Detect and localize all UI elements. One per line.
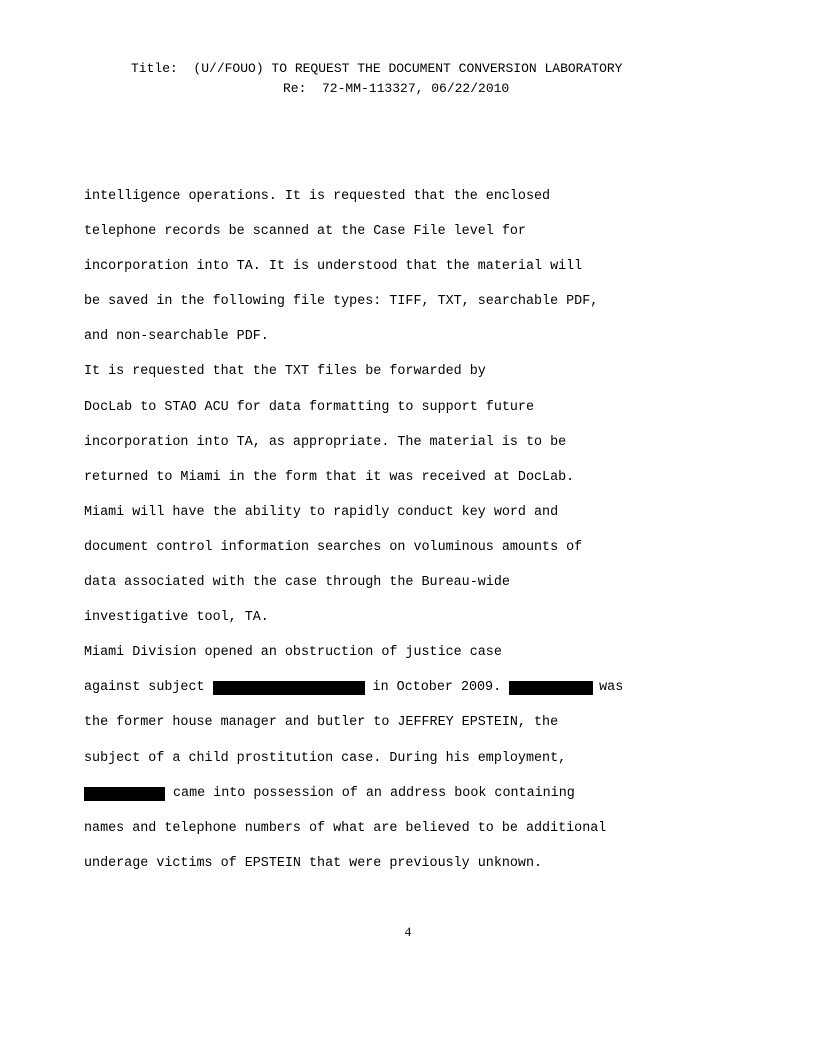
- body-text-segment: against subject: [84, 680, 205, 696]
- body-line: telephone records be scanned at the Case File level for: [84, 224, 526, 240]
- page-number: 4: [404, 924, 412, 939]
- body-line: be saved in the following file types: TIFF, TXT, searchable PDF,: [84, 294, 599, 310]
- body-text-segment: was: [599, 680, 624, 696]
- body-line-with-redactions: [84, 677, 744, 712]
- body-line: DocLab to STAO ACU for data formatting to support future: [84, 399, 534, 415]
- redaction-block: [84, 787, 165, 801]
- body-line: data associated with the case through the Bureau-wide: [84, 575, 510, 591]
- body-line: document control information searches on voluminous amounts of: [84, 539, 583, 555]
- header-reference: Re: 72-MM-113327, 06/22/2010: [283, 81, 510, 96]
- body-text: [84, 186, 744, 888]
- body-line: incorporation into TA, as appropriate. The material is to be: [84, 434, 567, 450]
- body-line: returned to Miami in the form that it was received at DocLab.: [84, 469, 575, 485]
- redaction-block: [213, 681, 365, 695]
- body-line: Miami Division opened an obstruction of justice case: [84, 645, 502, 661]
- body-line: the former house manager and butler to JEFFREY EPSTEIN, the: [84, 715, 559, 731]
- body-text-segment: came into possession of an address book containing: [173, 785, 575, 801]
- body-line: underage victims of EPSTEIN that were previously unknown.: [84, 855, 543, 871]
- body-line: intelligence operations. It is requested that the enclosed: [84, 189, 551, 204]
- body-line: and non-searchable PDF.: [84, 329, 269, 345]
- body-line: Miami will have the ability to rapidly conduct key word and: [84, 504, 559, 520]
- body-line: names and telephone numbers of what are believed to be additional: [84, 820, 607, 836]
- redaction-block: [509, 681, 593, 695]
- header-title: Title: (U//FOUO) TO REQUEST THE DOCUMENT CONVERSION LABORATORY: [131, 61, 623, 76]
- body-line-with-redactions: [84, 783, 744, 818]
- body-line: subject of a child prostitution case. During his employment,: [84, 750, 567, 766]
- body-text-segment: in October 2009.: [372, 680, 502, 696]
- body-line: It is requested that the TXT files be forwarded by: [84, 364, 486, 380]
- body-line: investigative tool, TA.: [84, 610, 269, 626]
- body-line: incorporation into TA. It is understood that the material will: [84, 259, 583, 275]
